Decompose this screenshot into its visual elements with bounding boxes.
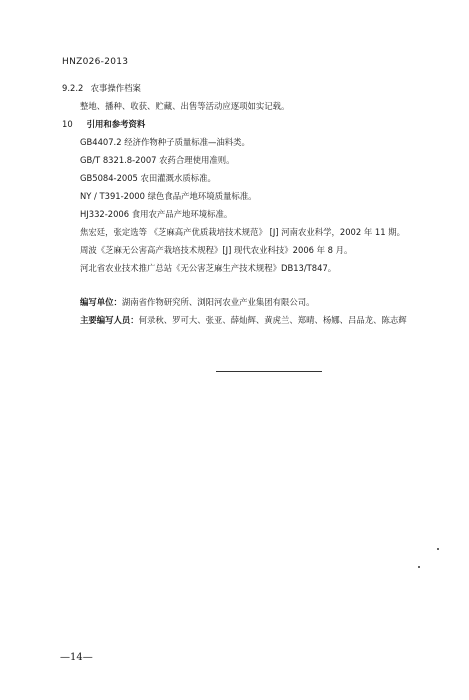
authoring-unit-label: 编写单位： [80, 297, 122, 307]
section-number: 9.2.2 [62, 83, 84, 93]
reference-item: 河北省农业技术推广总站《无公害芝麻生产技术规程》DB13/T847。 [80, 263, 337, 273]
section-title: 农事操作档案 [90, 83, 141, 93]
scan-speck [437, 548, 439, 550]
main-authors-value: 何录秋、罗可大、张亚、薛灿辉、黄虎兰、郑晴、杨娜、吕品龙、陈志辉 [138, 315, 407, 325]
reference-item: 周波《芝麻无公害高产栽培技术规程》[J] 现代农业科技》2006 年 8 月。 [80, 245, 353, 255]
reference-item: 焦宏廷，张定选等 《芝麻高产优质栽培技术规范》 [J] 河南农业科学，2002 年 11 期。 [80, 227, 405, 237]
section-10-heading [62, 119, 145, 130]
scan-speck [418, 566, 420, 568]
page-number: —14— [60, 652, 93, 663]
standard-code-header: HNZ026-2013 [62, 57, 129, 67]
reference-item: NY / T391-2000 绿色食品产地环境质量标准。 [80, 191, 257, 201]
reference-item: GB4407.2 经济作物种子质量标准—油料类。 [80, 137, 250, 147]
main-authors-label: 主要编写人员： [80, 315, 139, 325]
reference-item: GB/T 8321.8-2007 农药合理使用准则。 [80, 155, 235, 165]
authoring-unit [80, 297, 315, 308]
end-divider-line [216, 371, 322, 372]
main-authors [80, 315, 407, 326]
section-title: 引用和参考资料 [86, 119, 146, 129]
section-9-2-2-heading [62, 83, 141, 94]
section-number: 10 [62, 119, 73, 129]
reference-item: GB5084-2005 农田灌溉水质标准。 [80, 173, 216, 183]
reference-item: HJ332-2006 食用农产品产地环境标准。 [80, 209, 233, 219]
authoring-unit-value: 湖南省作物研究所、浏阳河农业产业集团有限公司。 [121, 297, 315, 307]
section-9-2-2-body: 整地、播种、收获、贮藏、出售等活动应逐项如实记载。 [80, 101, 290, 111]
